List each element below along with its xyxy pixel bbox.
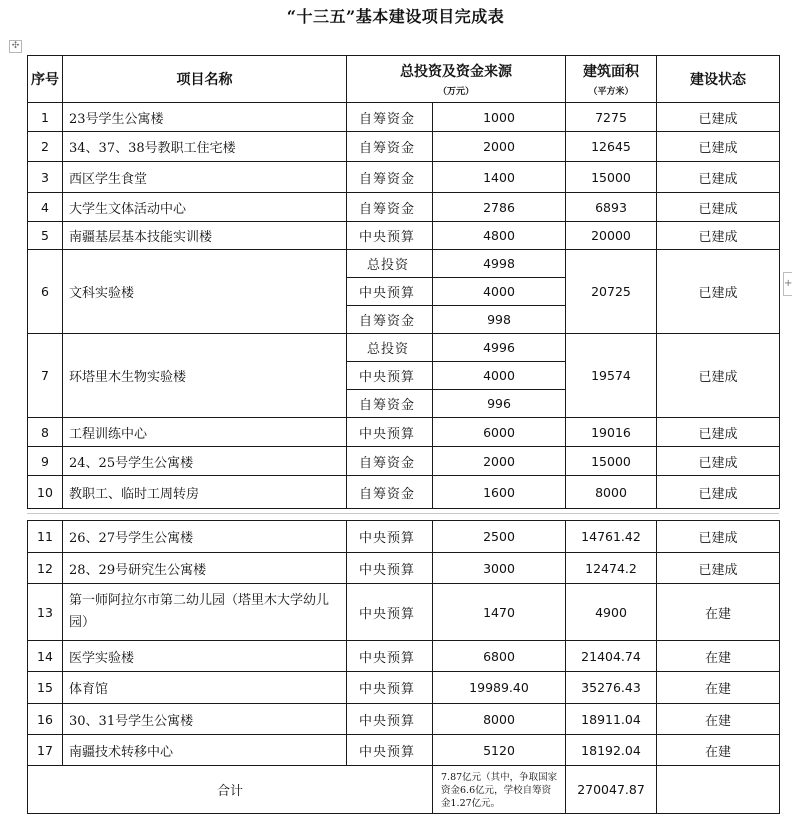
status-cell: 已建成 [657, 162, 780, 193]
project-name-cell: 南疆技术转移中心 [63, 735, 347, 766]
fund-source-cell: 自筹资金 [347, 390, 433, 418]
fund-source-cell: 中央预算 [347, 418, 433, 447]
table-row [28, 521, 780, 553]
amount-cell: 2000 [433, 132, 566, 162]
fund-source-cell: 自筹资金 [347, 306, 433, 334]
total-area-cell: 270047.87 [566, 766, 657, 814]
header-investment [347, 56, 566, 103]
fund-source-cell: 中央预算 [347, 553, 433, 584]
fund-source-cell: 中央预算 [347, 362, 433, 390]
table-row [28, 447, 780, 476]
area-cell: 35276.43 [566, 672, 657, 704]
fund-source-cell: 自筹资金 [347, 162, 433, 193]
amount-cell: 4800 [433, 222, 566, 250]
table-row [28, 553, 780, 584]
area-cell: 14761.42 [566, 521, 657, 553]
header-area-unit: （平方米） [588, 87, 634, 97]
area-cell: 15000 [566, 162, 657, 193]
table-row [28, 132, 780, 162]
table-row [28, 334, 780, 362]
area-cell: 12474.2 [566, 553, 657, 584]
status-cell: 在建 [657, 641, 780, 672]
seq-cell: 4 [28, 193, 63, 222]
seq-cell: 7 [28, 334, 63, 418]
area-cell: 19574 [566, 334, 657, 418]
table-row [28, 735, 780, 766]
seq-cell: 13 [28, 584, 63, 641]
fund-source-cell: 中央预算 [347, 735, 433, 766]
amount-cell: 6000 [433, 418, 566, 447]
seq-cell: 2 [28, 132, 63, 162]
fund-source-cell: 总投资 [347, 334, 433, 362]
fund-source-cell: 总投资 [347, 250, 433, 278]
fund-source-cell: 自筹资金 [347, 476, 433, 509]
amount-cell: 8000 [433, 704, 566, 735]
amount-cell: 4000 [433, 278, 566, 306]
fund-source-cell: 中央预算 [347, 278, 433, 306]
header-area-label: 建筑面积 [583, 64, 639, 80]
table-move-handle-icon[interactable]: ✣ [9, 40, 22, 53]
seq-cell: 11 [28, 521, 63, 553]
seq-cell: 9 [28, 447, 63, 476]
area-cell: 20000 [566, 222, 657, 250]
status-cell: 已建成 [657, 553, 780, 584]
table-row [28, 250, 780, 278]
area-cell: 18192.04 [566, 735, 657, 766]
table-row [28, 193, 780, 222]
header-investment-unit: （万元） [437, 87, 474, 97]
table-row [28, 584, 780, 641]
status-cell: 已建成 [657, 222, 780, 250]
projects-table-page2 [27, 520, 780, 814]
fund-source-cell: 自筹资金 [347, 193, 433, 222]
seq-cell: 14 [28, 641, 63, 672]
area-cell: 6893 [566, 193, 657, 222]
page-break [27, 513, 779, 520]
project-name-cell: 24、25号学生公寓楼 [63, 447, 347, 476]
fund-source-cell: 自筹资金 [347, 447, 433, 476]
project-name-cell: 34、37、38号教职工住宅楼 [63, 132, 347, 162]
header-status: 建设状态 [657, 56, 780, 103]
projects-table-page1 [27, 55, 780, 509]
table-row [28, 476, 780, 509]
status-cell: 已建成 [657, 521, 780, 553]
table-row [28, 222, 780, 250]
fund-source-cell: 自筹资金 [347, 132, 433, 162]
total-status-cell [657, 766, 780, 814]
fund-source-cell: 中央预算 [347, 672, 433, 704]
amount-cell: 4996 [433, 334, 566, 362]
table-row [28, 704, 780, 735]
table-row [28, 103, 780, 132]
area-cell: 19016 [566, 418, 657, 447]
header-area [566, 56, 657, 103]
fund-source-cell: 中央预算 [347, 521, 433, 553]
amount-cell: 3000 [433, 553, 566, 584]
project-name-cell: 环塔里木生物实验楼 [63, 334, 347, 418]
project-name-cell: 南疆基层基本技能实训楼 [63, 222, 347, 250]
seq-cell: 16 [28, 704, 63, 735]
seq-cell: 12 [28, 553, 63, 584]
insert-row-handle-icon[interactable]: + [783, 272, 792, 296]
project-name-cell: 文科实验楼 [63, 250, 347, 334]
area-cell: 21404.74 [566, 641, 657, 672]
amount-cell: 998 [433, 306, 566, 334]
status-cell: 在建 [657, 672, 780, 704]
status-cell: 已建成 [657, 447, 780, 476]
project-name-cell: 28、29号研究生公寓楼 [63, 553, 347, 584]
amount-cell: 1600 [433, 476, 566, 509]
header-investment-label: 总投资及资金来源 [400, 64, 512, 80]
project-name-cell: 工程训练中心 [63, 418, 347, 447]
amount-cell: 2786 [433, 193, 566, 222]
status-cell: 已建成 [657, 193, 780, 222]
status-cell: 在建 [657, 704, 780, 735]
fund-source-cell: 自筹资金 [347, 103, 433, 132]
amount-cell: 6800 [433, 641, 566, 672]
total-label-cell: 合计 [28, 766, 433, 814]
project-name-cell: 西区学生食堂 [63, 162, 347, 193]
amount-cell: 996 [433, 390, 566, 418]
amount-cell: 5120 [433, 735, 566, 766]
area-cell: 7275 [566, 103, 657, 132]
amount-cell: 2500 [433, 521, 566, 553]
total-row [28, 766, 780, 814]
area-cell: 18911.04 [566, 704, 657, 735]
project-name-cell: 医学实验楼 [63, 641, 347, 672]
fund-source-cell: 中央预算 [347, 222, 433, 250]
amount-cell: 19989.40 [433, 672, 566, 704]
seq-cell: 15 [28, 672, 63, 704]
fund-source-cell: 中央预算 [347, 641, 433, 672]
area-cell: 15000 [566, 447, 657, 476]
total-investment-note-cell: 7.87亿元（其中，争取国家资金6.6亿元，学校自筹资金1.27亿元。 [433, 766, 566, 814]
seq-cell: 10 [28, 476, 63, 509]
page-title: “十三五”基本建设项目完成表 [286, 7, 505, 26]
project-name-cell: 大学生文体活动中心 [63, 193, 347, 222]
status-cell: 已建成 [657, 132, 780, 162]
table-header-row [28, 56, 780, 103]
project-name-cell: 体育馆 [63, 672, 347, 704]
project-name-cell: 第一师阿拉尔市第二幼儿园（塔里木大学幼儿园） [63, 584, 347, 641]
status-cell: 在建 [657, 735, 780, 766]
amount-cell: 1000 [433, 103, 566, 132]
status-cell: 在建 [657, 584, 780, 641]
status-cell: 已建成 [657, 418, 780, 447]
seq-cell: 17 [28, 735, 63, 766]
status-cell: 已建成 [657, 334, 780, 418]
seq-cell: 3 [28, 162, 63, 193]
status-cell: 已建成 [657, 103, 780, 132]
project-name-cell: 26、27号学生公寓楼 [63, 521, 347, 553]
amount-cell: 4998 [433, 250, 566, 278]
header-name: 项目名称 [63, 56, 347, 103]
area-cell: 8000 [566, 476, 657, 509]
amount-cell: 4000 [433, 362, 566, 390]
seq-cell: 1 [28, 103, 63, 132]
table-row [28, 162, 780, 193]
project-name-cell: 30、31号学生公寓楼 [63, 704, 347, 735]
area-cell: 12645 [566, 132, 657, 162]
seq-cell: 6 [28, 250, 63, 334]
seq-cell: 5 [28, 222, 63, 250]
project-name-cell: 23号学生公寓楼 [63, 103, 347, 132]
table-row [28, 418, 780, 447]
fund-source-cell: 中央预算 [347, 584, 433, 641]
status-cell: 已建成 [657, 250, 780, 334]
amount-cell: 2000 [433, 447, 566, 476]
amount-cell: 1400 [433, 162, 566, 193]
area-cell: 4900 [566, 584, 657, 641]
fund-source-cell: 中央预算 [347, 704, 433, 735]
seq-cell: 8 [28, 418, 63, 447]
amount-cell: 1470 [433, 584, 566, 641]
header-seq: 序号 [28, 56, 63, 103]
table-row [28, 641, 780, 672]
project-name-cell: 教职工、临时工周转房 [63, 476, 347, 509]
area-cell: 20725 [566, 250, 657, 334]
status-cell: 已建成 [657, 476, 780, 509]
table-row [28, 672, 780, 704]
